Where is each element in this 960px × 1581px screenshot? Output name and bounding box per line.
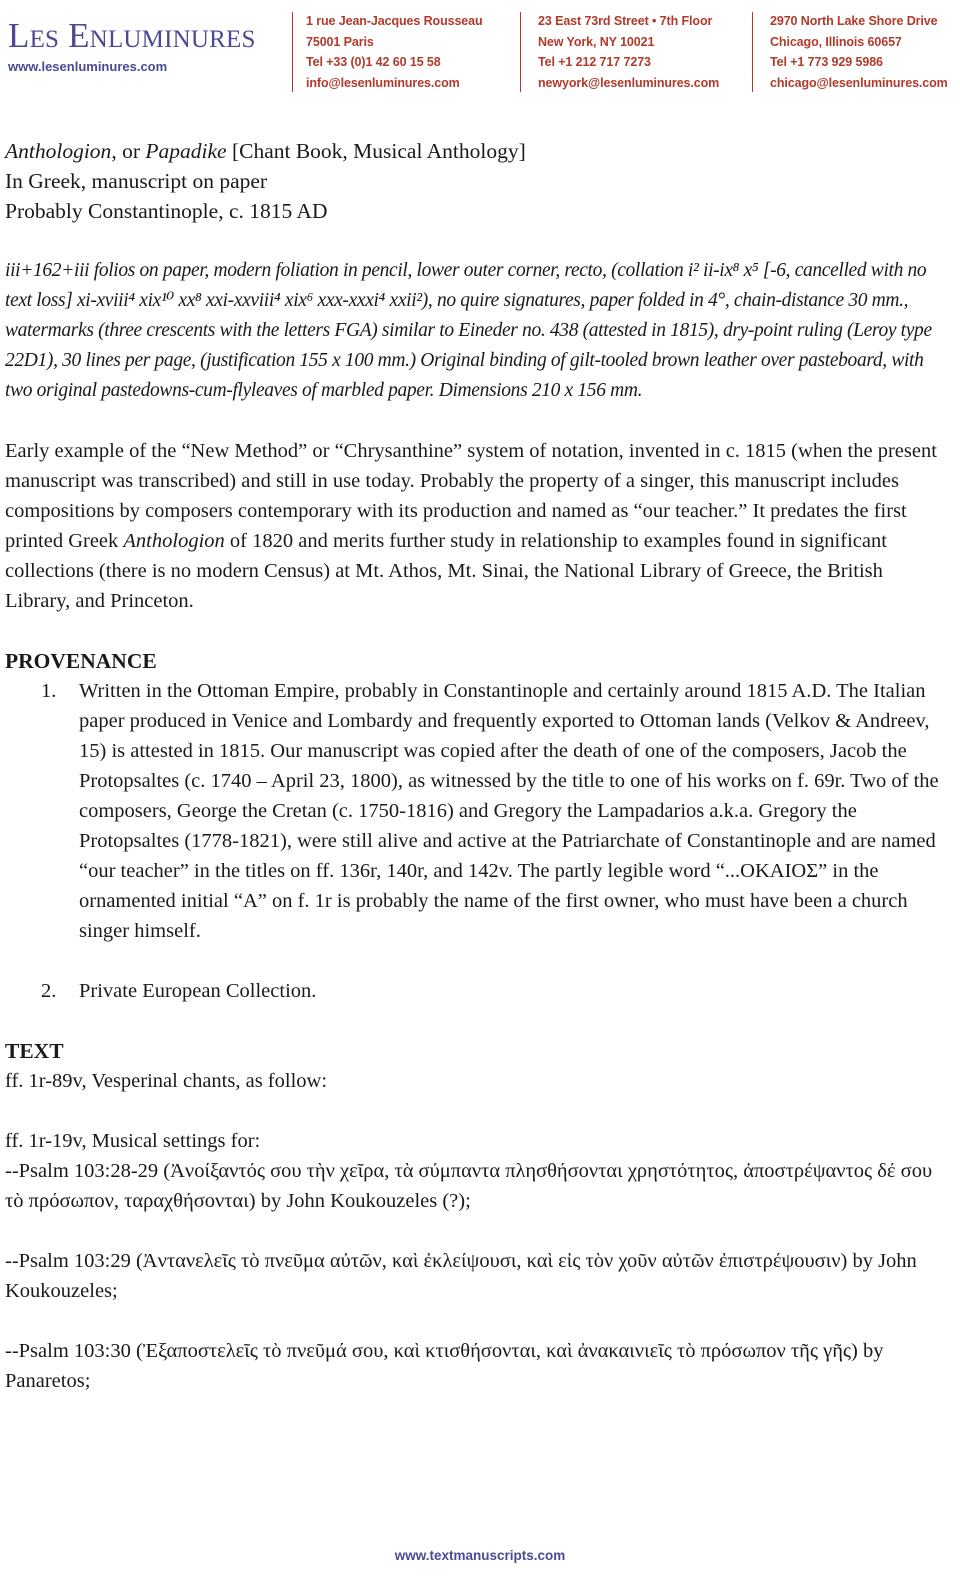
divider [752,12,753,92]
title-line-1 [5,136,950,166]
provenance-list [5,676,950,1006]
office-phone: Tel +1 773 929 5986 [770,55,883,69]
title-name-2: Papadike [145,139,227,163]
collation-description: iii+162+iii folios on paper, modern foliation in pencil, lower outer corner, recto, (collation i² ii-ix⁸ x⁵ [-6, cancelled with no text loss] xi-xviii⁴ xix¹⁰ xx⁸ xxi-xxviii⁴ xix⁶ xxx-xxxi⁴ xxii²), no quire signatures, paper folded in 4°, chain-distance 30 mm., watermarks (three crescents with the letters FGA) similar to Eineder no. 438 (attested in 1815), dry-point ruling (Leroy type 22D1), 30 lines per page, (justification 155 x 100 mm.) Original binding of gilt-tooled brown leather over pasteboard, with two original pastedowns-cum-flyleaves of marbled paper. Dimensions 210 x 156 mm. [5,260,932,401]
document-body [5,136,950,1396]
logo-url[interactable]: www.lesenluminures.com [8,59,168,74]
list-text: Written in the Ottoman Empire, probably in Constantinople and certainly around 1815 A.D. The Italian paper produced in Venice and Lombardy and frequently exported to Ottoman lands (Velkov & Andreev, 15) is attested in 1815. Our manuscript was copied after the death of one of the composers, Jacob the Protopsaltes (c. 1740 – April 23, 1800), as witnessed by the title to one of his works on f. 69r. Two of the composers, George the Cretan (c. 1750-1816) and Gregory the Lampadarios a.k.a. Gregory the Protopsaltes (1778-1821), were still alive and active at the Patriarchate of Constantinople and are named “our teacher” in the titles on ff. 136r, 140r, and 142v. The partly legible word “...ΟΚΑΙΟΣ” in the ornamented initial “A” on f. 1r is probably the name of the first owner, who must have been a church singer himself. [79,680,939,942]
intro-text-1: Early example of the “New Method” or “Chrysanthine” system of notation, invented in c. 1815 (when the present manuscript was transcribed) and still in use today. Probably the property of a singer, this manuscript includes compositions by composers contemporary with its production and named as “our teacher.” It predates the first printed Greek [5,440,937,552]
office-city: New York, NY 10021 [538,34,655,49]
manuscript-title [5,136,950,226]
footer-url[interactable]: www.textmanuscripts.com [394,1548,566,1563]
intro-paragraph [5,436,950,616]
divider [292,12,293,92]
office-paris [306,11,483,93]
office-address: 23 East 73rd Street • 7th Floor [538,14,713,28]
office-new-york [538,11,719,93]
text-heading: TEXT [5,1039,64,1063]
title-separator: , or [111,139,146,163]
text-line: ff. 1r-19v, Musical settings for: [5,1130,261,1152]
list-text: Private European Collection. [79,980,317,1002]
office-phone: Tel +1 212 717 7273 [538,55,651,69]
office-email[interactable]: info@lesenluminures.com [306,75,460,90]
psalm-entry: --Psalm 103:29 (Ἀντανελεῖς τὸ πνεῦμα αὐτῶν, καὶ ἐκλείψουσι, καὶ εἰς τὸν χοῦν αὐτῶν ἐπιστρέψουσιν) by John Koukouzeles; [5,1250,917,1302]
spacer [5,1096,950,1126]
intro-italic: Anthologion [123,530,225,552]
office-email[interactable]: chicago@lesenluminures.com [770,75,948,90]
letterhead [0,0,960,100]
office-email[interactable]: newyork@lesenluminures.com [538,75,720,90]
logo [8,18,278,74]
divider [520,12,521,92]
provenance-heading: PROVENANCE [5,649,157,673]
psalm-entry: --Psalm 103:28-29 (Ἀνοίξαντός σου τὴν χεῖρα, τὰ σύμπαντα πλησθήσονται χρηστότητος, ἀποστρέψαντος δέ σου τὸ πρόσωπον, ταραχθήσονται) by John Koukouzeles (?); [5,1160,933,1212]
intro-text-2: of 1820 and merits further study in relationship to examples found in significant collections (there is no modern Census) at Mt. Athos, Mt. Sinai, the National Library of Greece, the British Library, and Princeton. [5,530,887,612]
office-address: 1 rue Jean-Jacques Rousseau [306,14,483,28]
office-city: Chicago, Illinois 60657 [770,34,902,49]
office-address: 2970 North Lake Shore Drive [770,14,938,28]
office-chicago [770,11,948,93]
office-city: 75001 Paris [306,34,374,49]
list-item [5,676,950,946]
title-line-3: Probably Constantinople, c. 1815 AD [5,199,328,223]
list-number: 2. [41,980,57,1002]
title-description: [Chant Book, Musical Anthology] [226,139,526,163]
list-item [5,976,950,1006]
title-line-2: In Greek, manuscript on paper [5,169,268,193]
logo-name: Les Enluminures [8,16,256,55]
psalm-entry: --Psalm 103:30 (Ἐξαποστελεῖς τὸ πνεῦμά σου, καὶ κτισθήσονται, καὶ ἀνακαινιεῖς τὸ πρόσωπον τῆς γῆς) by Panaretos; [5,1340,884,1392]
list-number: 1. [41,680,57,702]
text-line: ff. 1r-89v, Vesperinal chants, as follow: [5,1070,328,1092]
spacer [5,1216,950,1246]
title-name-1: Anthologion [5,139,112,163]
office-phone: Tel +33 (0)1 42 60 15 58 [306,55,441,69]
spacer [5,1306,950,1336]
